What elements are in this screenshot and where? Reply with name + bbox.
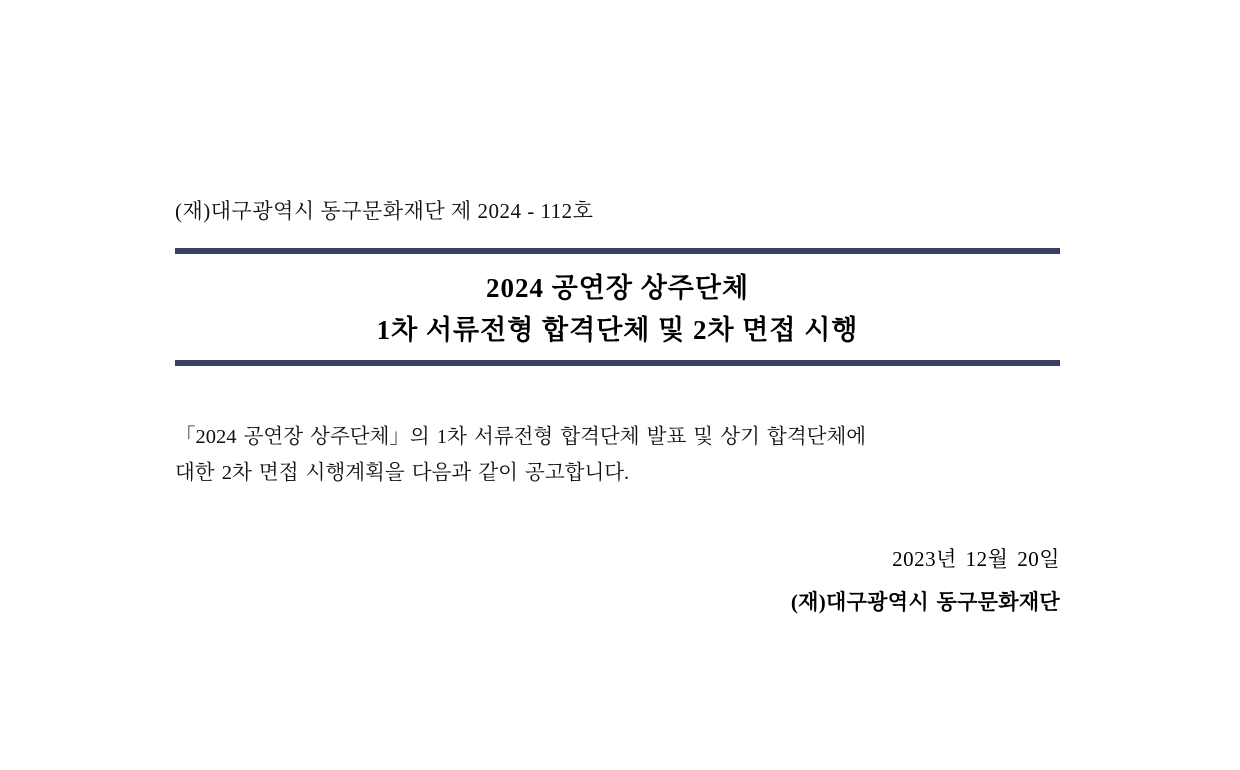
document-body <box>175 195 1060 616</box>
body-paragraph-line-2: 대한 2차 면접 시행계획을 다음과 같이 공고합니다. <box>175 461 630 484</box>
signature-date: 2023년 12월 20일 <box>892 547 1060 572</box>
document-title-line-2: 1차 서류전형 합격단체 및 2차 면접 시행 <box>376 314 859 345</box>
signature-organization: (재)대구광역시 동구문화재단 <box>790 590 1060 615</box>
body-paragraph-line-1: 「2024 공연장 상주단체」의 1차 서류전형 합격단체 발표 및 상기 합격단체에 <box>175 425 867 448</box>
signature-block <box>175 543 1060 616</box>
document-title-line-1: 2024 공연장 상주단체 <box>485 273 750 303</box>
title-rule-bottom <box>175 360 1060 366</box>
document-number: (재)대구광역시 동구문화재단 제 2024 - 112호 <box>175 199 594 223</box>
title-block <box>175 254 1060 360</box>
body-paragraph <box>175 420 1060 492</box>
